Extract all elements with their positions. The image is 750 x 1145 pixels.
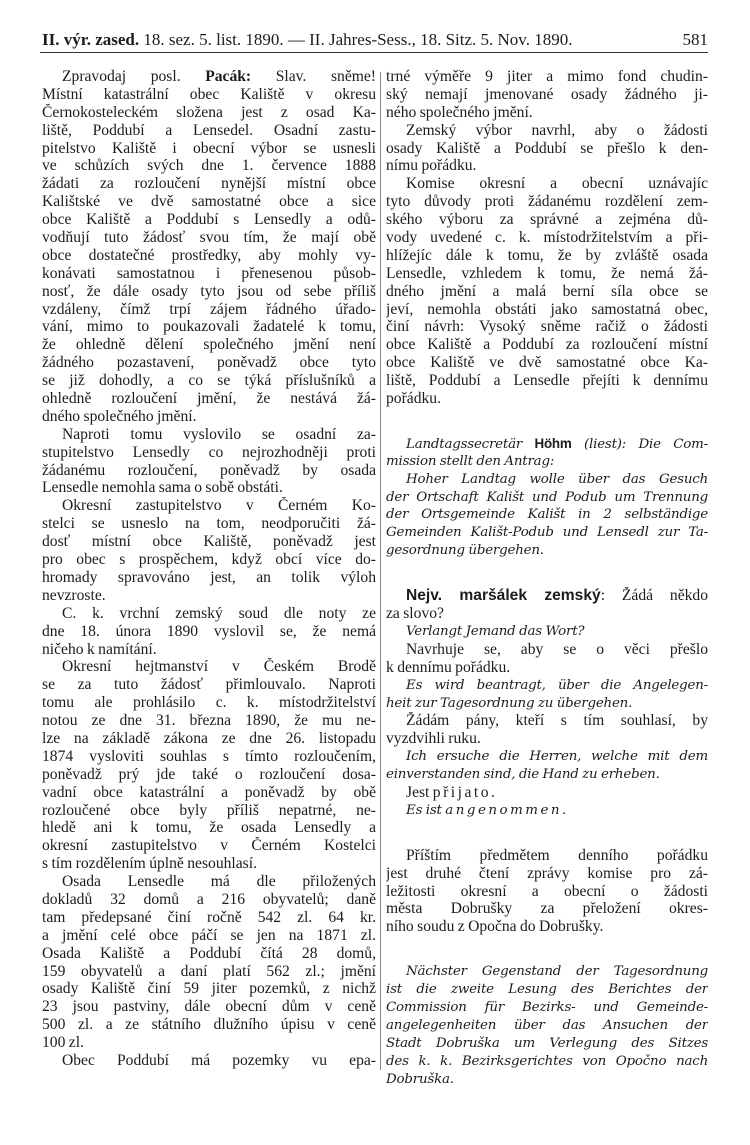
text-line: 1874 vysloviti souhlas s tímto rozloučením,	[42, 747, 376, 765]
text-line: dného jmění a malá berní síla obce se	[386, 282, 708, 300]
text-line: Stadt Dobruška um Verlegung des Sitzes	[386, 1035, 708, 1051]
paragraph	[386, 587, 708, 623]
text-line: heit zur Tagesordnung zu übergehen.	[386, 695, 633, 711]
paragraph	[386, 68, 708, 122]
speaker-name: Höhm	[534, 435, 572, 451]
text-line: dokladů 32 domů a 216 obyvatelů; daně	[42, 890, 376, 908]
text-line: ský nemají jmenované osady žádného ji-	[386, 85, 708, 103]
text-line: jeví, nemohla obstáti jako samostatná obec,	[386, 300, 708, 318]
text-segment: Landtagssecretär	[406, 436, 535, 452]
paragraph	[386, 847, 708, 936]
paragraph	[42, 1052, 376, 1070]
text-line	[386, 802, 708, 820]
text-line: der Ortsgemeinde Kališt in 2 selbständige	[386, 507, 708, 523]
text-line: obce Kaliště a Poddubí s Lensedly a odů-	[42, 211, 376, 229]
page-number: 581	[682, 30, 708, 49]
text-line: města Dobrušky za přeložení okres-	[386, 900, 708, 918]
text-line: vody uvedené c. k. místodržitelstvím a při-	[386, 229, 708, 247]
text-line: pro obec s prospěchem, když obcí více do-	[42, 551, 376, 569]
text-line: žádati za rozloučení nynější místní obce	[42, 175, 376, 193]
text-segment: přijato.	[432, 783, 498, 801]
text-line: ve schůzích svých dne 1. července 1888	[42, 157, 376, 175]
text-segment: Es ist	[406, 802, 446, 818]
text-line: Osada Lensedle má dle přiložených	[62, 873, 376, 891]
text-line	[42, 68, 376, 86]
text-line: Zemský výbor navrhl, aby o žádosti	[406, 121, 708, 139]
text-line: hledě ani k tomu, že osada Lensedly a	[42, 819, 376, 837]
text-line: Lensedle nemohla sama o sobě obstáti.	[42, 479, 283, 497]
text-line: 100 zl.	[42, 1034, 84, 1052]
paragraph	[386, 712, 708, 748]
text-segment: : Žádá někdo	[600, 587, 708, 605]
text-line: nímu pořádku.	[386, 157, 477, 175]
text-line: Naproti tomu vyslovilo se osadní za-	[62, 425, 376, 443]
text-line: hlížejíc dále k tomu, že by zvláště osada	[386, 246, 708, 264]
text-line: 159 obyvatelů a daní platí 562 zl.; jmění	[42, 962, 376, 980]
text-line: ního soudu z Opočna do Dobrušky.	[386, 918, 604, 936]
text-line: se již dohodly, a co se týká příslušníků a	[42, 372, 376, 390]
text-line: se za tuto žádosť přimlouvalo. Naproti	[42, 676, 376, 694]
text-line: Komise okresní a obecní uznávajíc	[406, 175, 708, 193]
text-line: vyzdvihli ruku.	[386, 730, 481, 748]
text-line: že ohledně dělení společného jmění není	[42, 336, 376, 354]
paragraph	[386, 435, 708, 471]
paragraph	[386, 175, 708, 408]
text-line: dosť místní obce Kaliště, poněvadž jest	[42, 533, 376, 551]
text-line: stelci se usneslo na tom, neodporučiti žá-	[42, 515, 376, 533]
header-title-bold: II. výr. zased.	[42, 30, 140, 49]
text-line: Osada Kaliště a Poddubí čítá 28 domů,	[42, 944, 376, 962]
text-line: Obec Poddubí má pozemky vu epa-	[62, 1051, 376, 1069]
text-line: jest druhé čtení zprávy komise pro zá-	[386, 864, 708, 882]
text-line: der Ortschaft Kališt und Podub um Trennung	[386, 489, 708, 505]
text-line: 500 zl. a ze státního dlužního úpisu v ceně	[42, 1016, 376, 1034]
text-line: ohledně rozloučení jmění, že nestává žá-	[42, 390, 376, 408]
text-line: dne 18. února 1890 vyslovil se, že nemá	[42, 622, 376, 640]
text-line: konávati samostatnou i přenesenou působ-	[42, 264, 376, 282]
right-column	[386, 68, 708, 1088]
text-line: notou ze dne 31. března 1890, že mu ne-	[42, 712, 376, 730]
text-line: vzdáleny, čímž trpí zájem řádného úřado-	[42, 300, 376, 318]
speaker-name: Pacák:	[205, 68, 252, 85]
text-line: okresní zastupitelstvo v Černém Kostelci	[42, 837, 376, 855]
text-line: Navrhuje se, aby se o věci přešlo	[406, 640, 708, 658]
text-line: ničeho k namítání.	[42, 640, 157, 658]
text-line: tomu ale prohlásilo c. k. místodržitelství	[42, 694, 376, 712]
text-line: hromady spravováno jest, an tolik výloh	[42, 568, 376, 586]
text-segment: angenommen.	[445, 802, 569, 818]
text-line: C. k. vrchní zemský soud dle noty ze	[62, 604, 376, 622]
text-line: pořádku.	[386, 390, 441, 408]
text-segment: Zpravodaj posl.	[62, 68, 206, 85]
text-line: s tím rozdělením úplně nesouhlasí.	[42, 855, 257, 873]
text-line: obce Kaliště a Poddubí za rozloučení místní	[386, 336, 708, 354]
text-segment: Slav. sněme!	[251, 68, 376, 85]
text-line: žádanému rozloučení, poněvadž by osada	[42, 461, 376, 479]
paragraph	[386, 471, 708, 560]
text-segment: (liest): Die Com-	[571, 436, 708, 452]
text-line: Příštím předmětem denního pořádku	[406, 846, 708, 864]
text-line	[386, 784, 708, 802]
paragraph	[42, 658, 376, 873]
paragraph	[42, 497, 376, 604]
text-line: a jmění celé obce páčí se jen na 1871 zl.	[42, 926, 376, 944]
header-title-rest: 18. sez. 5. list. 1890. — II. Jahres-Sess., 18. Sitz. 5. Nov. 1890.	[139, 30, 573, 49]
text-line: Černokosteleckém složena jest z osad Ka-	[42, 103, 376, 121]
text-line: Okresní hejtmanství v Českém Brodě	[62, 658, 376, 676]
column-divider	[380, 72, 381, 1070]
text-line: des k. k. Bezirksgerichtes von Opočno nach	[386, 1053, 708, 1069]
paragraph	[386, 122, 708, 176]
text-line: k dennímu pořádku.	[386, 658, 511, 676]
paragraph	[42, 873, 376, 1052]
text-line: Kalištské ve dvě samostatné obce a sice	[42, 193, 376, 211]
text-line: tam předepsané činí ročně 542 zl. 64 kr.	[42, 908, 376, 926]
header-title	[42, 30, 572, 50]
text-line: 23 jsou pastviny, dále obecní dům v ceně	[42, 998, 376, 1016]
text-line: Místní katastrální obec Kaliště v okresu	[42, 85, 376, 103]
text-line: poněvadž prý jde také o rozloučení dosa-	[42, 765, 376, 783]
text-line: gesordnung übergehen.	[386, 543, 544, 559]
text-line: liště, Poddubí a Lensedle přejíti k dennímu	[386, 372, 708, 390]
text-line: osady Kaliště činí 59 jiter pozemků, z nichž	[42, 980, 376, 998]
text-line: ského výboru za správné a zejména dů-	[386, 211, 708, 229]
text-line: angelegenheiten über das Ansuchen der	[386, 1017, 708, 1033]
paragraph	[42, 68, 376, 426]
text-line: činí návrh: Vysoký sněme račiž o žádosti	[386, 318, 708, 336]
paragraph	[386, 963, 708, 1088]
text-line: vadní obce katastrální a poněvadž by obě	[42, 783, 376, 801]
paragraph	[386, 784, 708, 802]
text-line: mission stellt den Antrag:	[386, 453, 555, 469]
paragraph	[42, 605, 376, 659]
text-line: ist die zweite Lesung des Berichtes der	[386, 982, 708, 998]
text-line: Ich ersuche die Herren, welche mit dem	[406, 749, 708, 765]
text-line: Nächster Gegenstand der Tagesordnung	[406, 964, 708, 980]
text-line: Verlangt Jemand das Wort?	[406, 623, 585, 639]
text-line	[386, 587, 708, 605]
text-line: vodňují tuto žádosť svou tím, že mají obě	[42, 229, 376, 247]
text-line: obce Kaliště ve dvě samostatné obce Ka-	[386, 354, 708, 372]
text-line: Okresní zastupitelstvo v Černém Ko-	[62, 497, 376, 515]
text-segment: Jest	[406, 783, 433, 801]
text-line: za slovo?	[386, 605, 444, 623]
text-line: trné výměře 9 jiter a mimo fond chudin-	[386, 68, 708, 85]
running-header	[40, 28, 708, 53]
text-line: obce dostatečné prostředky, aby mohly vy-	[42, 246, 376, 264]
text-line	[386, 435, 708, 453]
text-line: ného společného jmění.	[386, 103, 533, 121]
paragraph	[386, 748, 708, 784]
text-line: vání, mimo to poukazovali žadatelé k tomu,	[42, 318, 376, 336]
left-column	[42, 68, 376, 1070]
text-line: nosť, že dále osady tyto jsou od sebe příliš	[42, 282, 376, 300]
text-line: dného společného jmění.	[42, 407, 197, 425]
paragraph	[42, 426, 376, 498]
text-line: osady Kaliště a Poddubí se přešlo k den-	[386, 139, 708, 157]
text-line: ležitosti okresní a obecní o žádosti	[386, 882, 708, 900]
text-line: Commission für Bezirks- und Gemeinde-	[386, 999, 708, 1015]
text-line: rozloučené obce byly příliš nepatrné, ne-	[42, 801, 376, 819]
text-line: einverstanden sind, die Hand zu erheben.	[386, 767, 660, 783]
text-line: Hoher Landtag wolle über das Gesuch	[406, 471, 708, 487]
text-line: lze na základě zákona ze dne 26. listopadu	[42, 729, 376, 747]
paragraph	[386, 802, 708, 820]
text-line: Es wird beantragt, über die Angelegen-	[406, 677, 708, 693]
text-line: pitelstvo Kaliště i obecní výbor se usnesli	[42, 139, 376, 157]
paragraph	[386, 677, 708, 713]
text-line: žádného pozastavení, poněvadž obce tyto	[42, 354, 376, 372]
text-line: Lensedle, vzhledem k tomu, že nemá žá-	[386, 264, 708, 282]
text-line: Dobruška.	[386, 1071, 454, 1087]
text-line: nevzroste.	[42, 586, 106, 604]
text-line: tyto důvody proti žádanému rozdělení zem-	[386, 193, 708, 211]
text-line: stupitelstvo Lensedly co nejrozhodněji proti	[42, 443, 376, 461]
text-line: Gemeinden Kališt-Podub und Lensedl zur Ta-	[386, 525, 708, 541]
paragraph	[386, 623, 708, 641]
text-line: liště, Poddubí a Lensedel. Osadní zastu-	[42, 121, 376, 139]
text-line: Žádám pány, kteří s tím souhlasí, by	[406, 712, 708, 730]
paragraph	[386, 641, 708, 677]
speaker-name: Nejv. maršálek zemský	[406, 587, 601, 605]
